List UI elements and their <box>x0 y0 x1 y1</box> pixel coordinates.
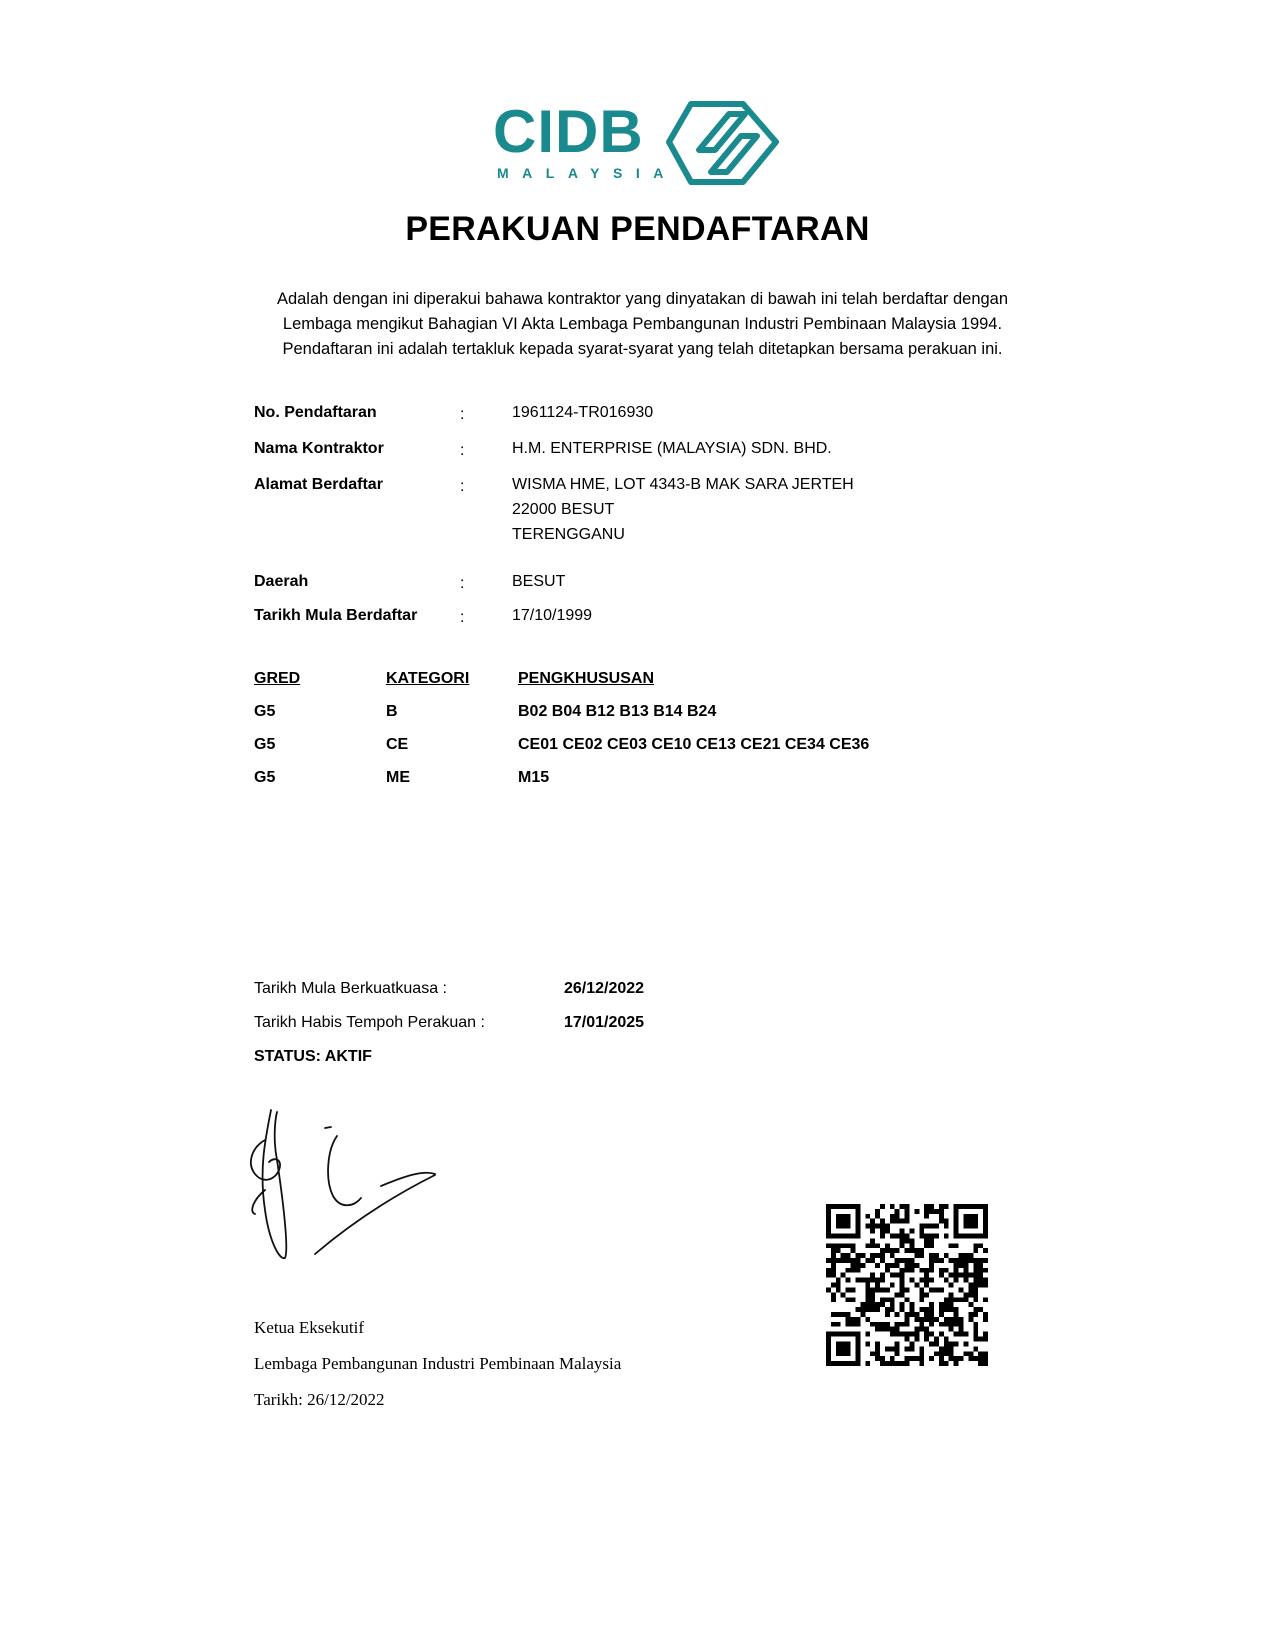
field-contractor-name <box>254 440 832 459</box>
validity-effective <box>254 980 645 998</box>
address-line: TERENGGANU <box>512 526 625 543</box>
page-title: PERAKUAN PENDAFTARAN <box>405 210 870 248</box>
field-colon: : <box>460 609 465 626</box>
svg-text:MALAYSIA: MALAYSIA <box>497 165 677 181</box>
field-value: BESUT <box>512 573 566 590</box>
grade-header: GRED <box>254 670 301 687</box>
grade-cell: G5 <box>254 769 276 786</box>
signatory-date: Tarikh: 26/12/2022 <box>254 1390 385 1409</box>
field-value: H.M. ENTERPRISE (MALAYSIA) SDN. BHD. <box>512 440 832 457</box>
field-district <box>254 573 566 592</box>
specialization-cell: B02 B04 B12 B13 B14 B24 <box>518 703 717 720</box>
specialization-cell: CE01 CE02 CE03 CE10 CE13 CE21 CE34 CE36 <box>518 736 870 753</box>
address-line: WISMA HME, LOT 4343-B MAK SARA JERTEH <box>512 476 854 493</box>
address-line: 22000 BESUT <box>512 501 615 518</box>
intro-line: Lembaga mengikut Bahagian VI Akta Lembaga Pembangunan Industri Pembinaan Malaysia 1994. <box>282 315 1003 333</box>
status-badge: STATUS: AKTIF <box>254 1048 372 1065</box>
validity-value: 17/01/2025 <box>564 1014 645 1031</box>
signature <box>245 1100 445 1265</box>
cidb-logo <box>493 100 783 190</box>
intro-line: Adalah dengan ini diperakui bahawa kontraktor yang dinyatakan di bawah ini telah berdaftar dengan <box>276 290 1009 308</box>
field-colon: : <box>460 478 465 495</box>
field-colon: : <box>460 442 465 459</box>
field-value <box>512 472 854 547</box>
signatory-organization: Lembaga Pembangunan Industri Pembinaan Malaysia <box>254 1354 622 1373</box>
validity-value: 26/12/2022 <box>564 980 645 997</box>
specialization-cell: M15 <box>518 769 550 786</box>
intro-line: Pendaftaran ini adalah tertakluk kepada syarat-syarat yang telah ditetapkan bersama perakuan ini. <box>282 340 1003 358</box>
field-label: Tarikh Mula Berdaftar <box>254 607 418 624</box>
field-colon: : <box>460 575 465 592</box>
field-colon: : <box>460 406 465 423</box>
field-value: 17/10/1999 <box>512 607 593 624</box>
intro-paragraph <box>240 287 1045 362</box>
category-cell: CE <box>386 736 409 753</box>
field-label: Alamat Berdaftar <box>254 476 383 493</box>
field-registration-no <box>254 404 654 423</box>
qr-code-icon <box>826 1204 988 1366</box>
field-registered-since <box>254 607 593 626</box>
field-label: Daerah <box>254 573 309 590</box>
grade-cell: G5 <box>254 703 276 720</box>
category-cell: ME <box>386 769 410 786</box>
validity-expiry <box>254 1014 645 1032</box>
grade-cell: G5 <box>254 736 276 753</box>
validity-label: Tarikh Habis Tempoh Perakuan : <box>254 1014 485 1031</box>
field-label: No. Pendaftaran <box>254 404 377 421</box>
signatory-title: Ketua Eksekutif <box>254 1318 364 1337</box>
validity-label: Tarikh Mula Berkuatkuasa : <box>254 980 447 997</box>
field-address <box>254 476 854 543</box>
field-label: Nama Kontraktor <box>254 440 384 457</box>
category-cell: B <box>386 703 398 720</box>
field-value: 1961124-TR016930 <box>512 404 654 421</box>
svg-text:CIDB: CIDB <box>493 100 644 165</box>
specialization-header: PENGKHUSUSAN <box>518 670 655 687</box>
category-header: KATEGORI <box>386 670 470 687</box>
